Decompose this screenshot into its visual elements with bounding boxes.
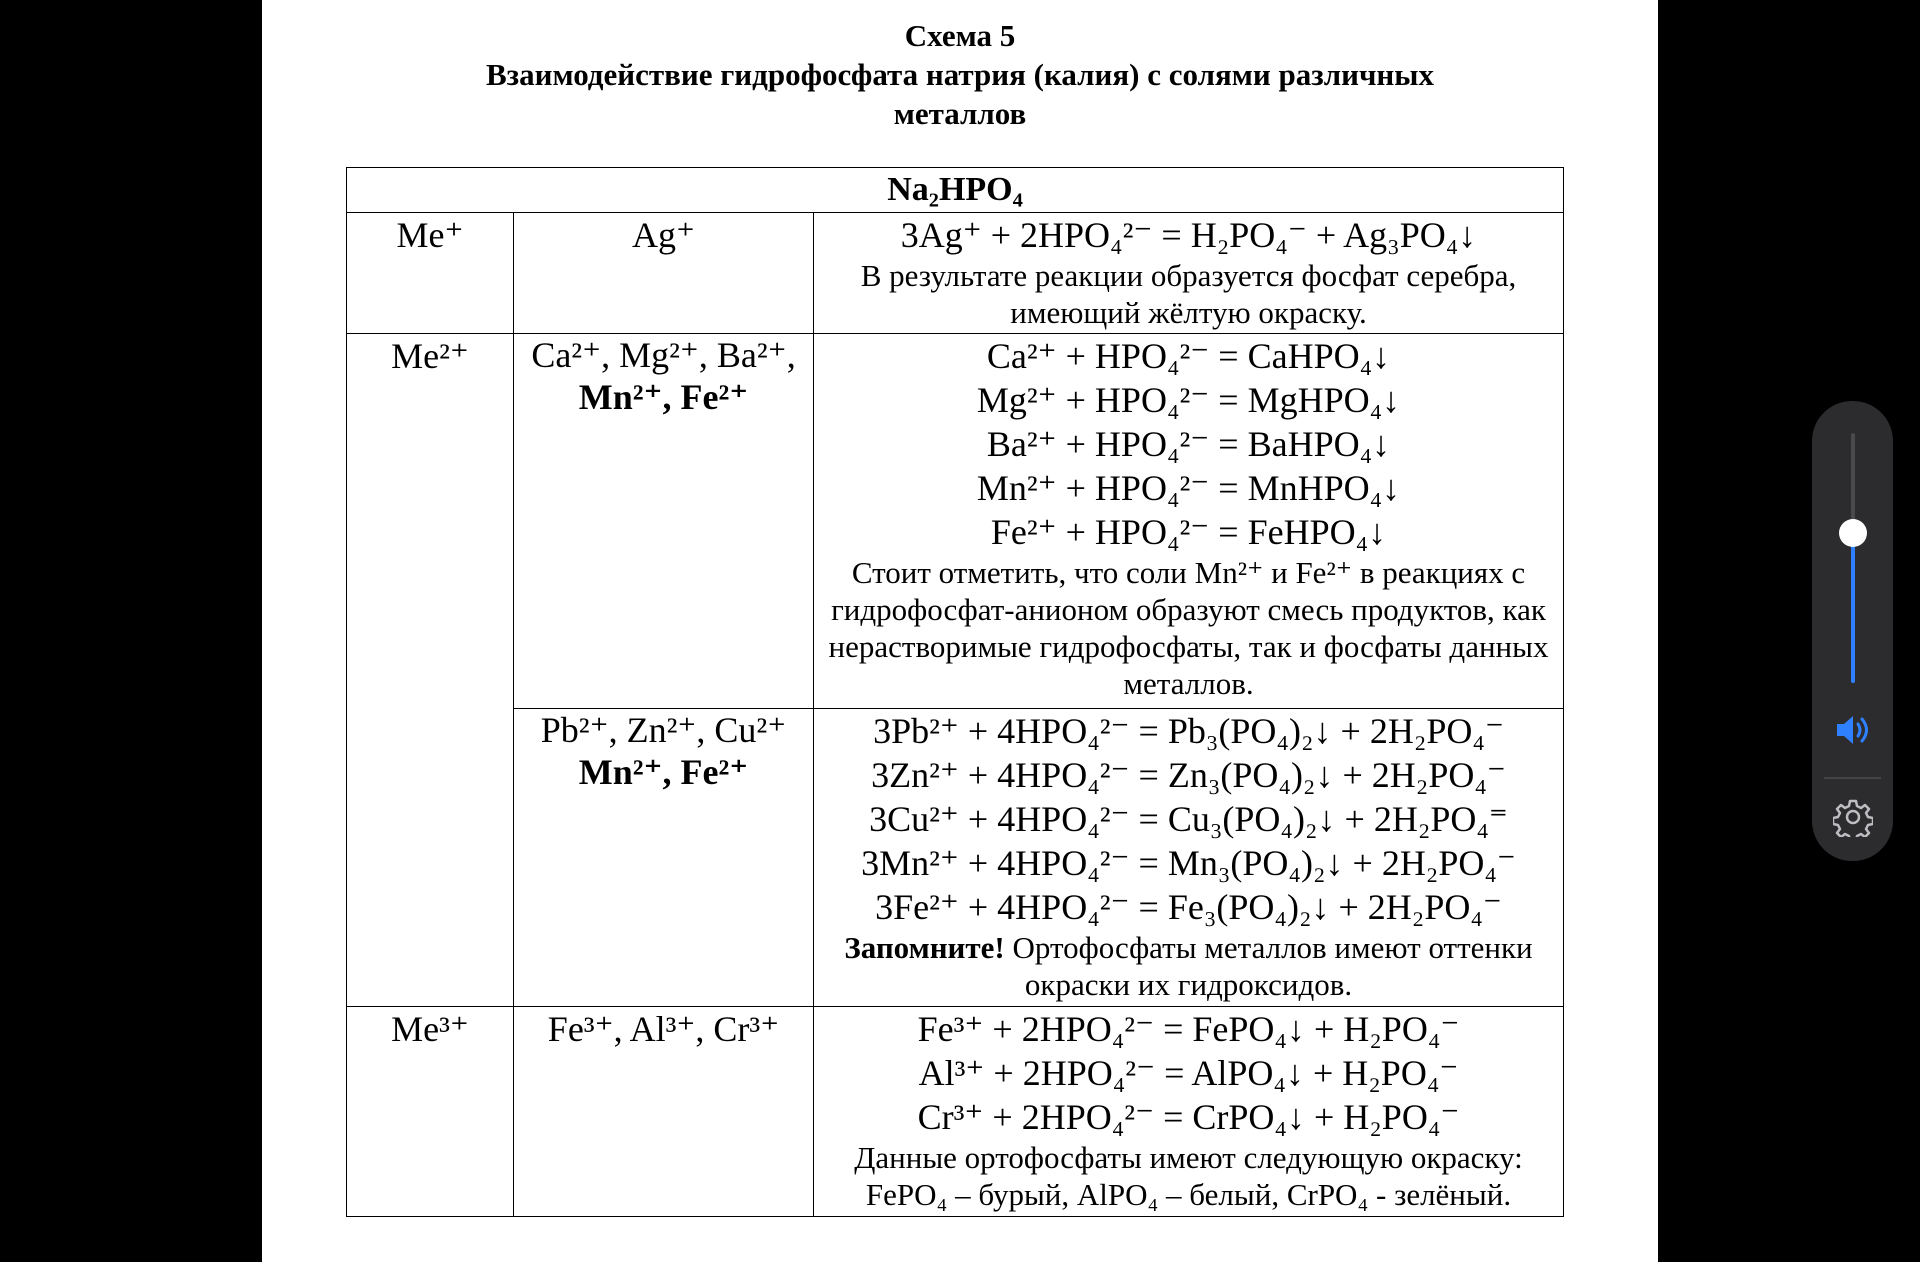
table-row [347,709,1564,1007]
equation: 3Cu²⁺ + 4HPO₄²⁻ = Cu₃(PO₄)₂↓ + 2H₂PO₄⁼ [869,799,1508,839]
ions-line: Pb²⁺, Zn²⁺, Cu²⁺ [540,710,787,750]
equation: 3Mn²⁺ + 4HPO₄²⁻ = Mn₃(PO₄)₂↓ + 2H₂PO₄⁻ [861,843,1516,883]
note-text: В результате реакции образуется фосфат серебра, имеющий жёлтую окраску. [860,258,1517,330]
remember-label: Запомните! [844,930,1005,965]
volume-slider-handle[interactable] [1839,519,1867,547]
equation: Fe²⁺ + HPO₄²⁻ = FeHPO₄↓ [990,512,1387,552]
equation: Ca²⁺ + HPO₄²⁻ = CaHPO₄↓ [986,336,1391,376]
reactions-cell [814,709,1564,1007]
ions-line-bold: Mn²⁺, Fe²⁺ [578,377,749,417]
equation: 3Zn²⁺ + 4HPO₄²⁻ = Zn₃(PO₄)₂↓ + 2H₂PO₄⁻ [871,755,1506,795]
note-text: Данные ортофосфаты имеют следующую окраску: FePO₄ – бурый, AlPO₄ – белый, CrPO₄ - зелёный. [854,1140,1523,1212]
group-cell: Me⁺ [347,213,514,334]
equation: 3Pb²⁺ + 4HPO₄²⁻ = Pb₃(PO₄)₂↓ + 2H₂PO₄⁻ [873,711,1504,751]
equation: 3Fe²⁺ + 4HPO₄²⁻ = Fe₃(PO₄)₂↓ + 2H₂PO₄⁻ [875,887,1502,927]
volume-panel [1812,401,1893,861]
panel-divider [1824,777,1881,779]
ions-cell [514,709,814,1007]
ions-cell [514,334,814,709]
scheme-number: Схема 5 [904,18,1016,53]
equation: Cr³⁺ + 2HPO₄²⁻ = CrPO₄↓ + H₂PO₄⁻ [917,1097,1460,1137]
table-header: Na₂HPO₄ [347,168,1564,213]
reactions-cell [814,213,1564,334]
equation: Fe³⁺ + 2HPO₄²⁻ = FePO₄↓ + H₂PO₄⁻ [917,1009,1460,1049]
document-page [262,0,1658,1262]
equation: Al³⁺ + 2HPO₄²⁻ = AlPO₄↓ + H₂PO₄⁻ [918,1053,1459,1093]
volume-slider-fill [1851,533,1855,683]
equation: Mn²⁺ + HPO₄²⁻ = MnHPO₄↓ [976,468,1401,508]
table-row [347,334,1564,709]
table-row [347,213,1564,334]
gear-icon[interactable] [1833,797,1873,837]
equation: 3Ag⁺ + 2HPO₄²⁻ = H₂PO₄⁻ + Ag₃PO₄↓ [900,215,1477,255]
ions-cell: Ag⁺ [514,213,814,334]
note-text [814,929,1563,1003]
speaker-icon[interactable] [1834,713,1872,747]
note-text: Стоит отметить, что соли Mn²⁺ и Fe²⁺ в реакциях с гидрофосфат-анионом образуют смесь продуктов, как нерастворимые гидрофосфаты, так и фосфаты данных металлов. [828,555,1549,701]
remember-text: Ортофосфаты металлов имеют оттенки окраски их гидроксидов. [1012,930,1533,1002]
reactions-table [346,167,1564,1217]
scheme-title-line1: Взаимодействие гидрофосфата натрия (калия) с солями различных [486,57,1434,92]
group-cell: Me³⁺ [347,1007,514,1217]
ions-cell: Fe³⁺, Al³⁺, Cr³⁺ [514,1007,814,1217]
group-cell: Me²⁺ [347,334,514,1007]
ions-line-bold: Mn²⁺, Fe²⁺ [578,752,749,792]
equation: Ba²⁺ + HPO₄²⁻ = BaHPO₄↓ [986,424,1391,464]
ions-line: Ca²⁺, Mg²⁺, Ba²⁺, [531,335,796,375]
scheme-title-line2: металлов [893,96,1027,131]
reactions-cell [814,1007,1564,1217]
reactions-cell [814,334,1564,709]
table-row [347,1007,1564,1217]
equation: Mg²⁺ + HPO₄²⁻ = MgHPO₄↓ [976,380,1401,420]
